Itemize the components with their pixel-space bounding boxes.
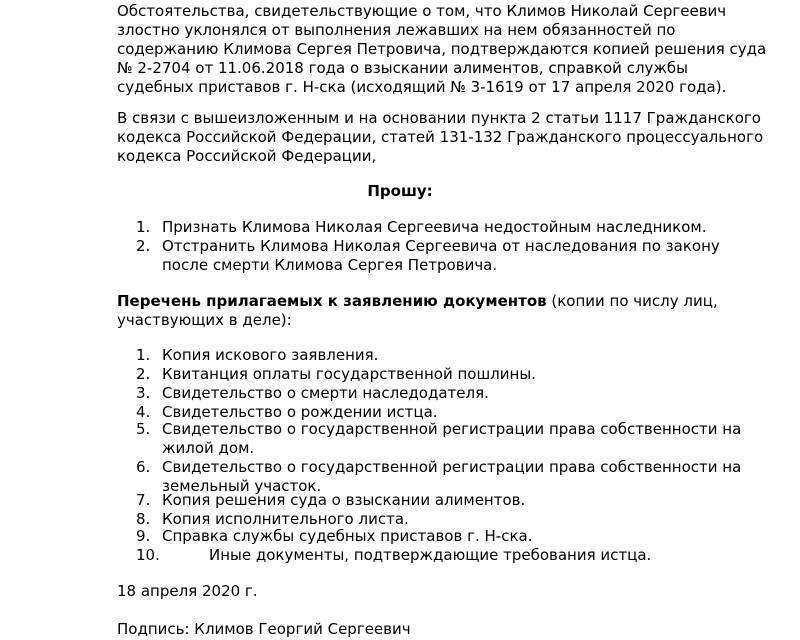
text-line: В связи с вышеизложенным и на основании пункта 2 статьи 1117 Гражданского (117, 109, 761, 127)
item-number: 4. (136, 403, 151, 421)
text-line: Иные документы, подтверждающие требования истца. (209, 546, 652, 564)
text-line: земельный участок. (162, 477, 322, 495)
item-number: 2. (136, 237, 151, 255)
text-line: № 2-2704 от 11.06.2018 года о взыскании алиментов, справкой службы (117, 59, 689, 77)
text-line: кодекса Российской Федерации, статей 131-132 Гражданского процессуального (117, 128, 764, 146)
item-text (162, 346, 378, 365)
signature-line: Подпись: Климов Георгий Сергеевич (117, 620, 411, 638)
text-line: злостно уклонялся от выполнения лежавших на нем обязанностей по (117, 21, 676, 39)
item-number: 5. (136, 420, 151, 438)
item-text (162, 365, 536, 384)
item-number: 6. (136, 458, 151, 476)
text-line: Отстранить Климова Николая Сергеевича от наследования по закону (162, 237, 720, 255)
document-date: 18 апреля 2020 г. (117, 582, 258, 600)
text-line: участвующих в деле): (117, 311, 292, 329)
request-heading: Прошу: (367, 182, 433, 200)
text-line: жилой дом. (162, 439, 255, 457)
text-line: содержанию Климова Сергея Петровича, подтверждаются копией решения суда (117, 40, 767, 58)
item-text (162, 491, 525, 510)
text-line: Квитанция оплаты государственной пошлины. (162, 365, 536, 383)
item-text (162, 218, 707, 237)
item-number: 3. (136, 384, 151, 402)
text-line: Свидетельство о рождении истца. (162, 403, 438, 421)
text-line: Свидетельство о смерти наследодателя. (162, 384, 489, 402)
text-line: кодекса Российской Федерации, (117, 147, 377, 165)
circumstances-paragraph (117, 2, 767, 97)
text-line: Копия исполнительного листа. (162, 510, 409, 528)
item-number: 8. (136, 510, 151, 528)
item-text (162, 237, 720, 275)
item-number: 1. (136, 218, 151, 236)
documents-intro (117, 292, 757, 330)
item-number: 1. (136, 346, 151, 364)
documents-intro-title: Перечень прилагаемых к заявлению документов (117, 292, 547, 310)
text-line: Копия искового заявления. (162, 346, 379, 364)
documents-intro-note: (копии по числу лиц, (546, 292, 718, 310)
text-line: после смерти Климова Сергея Петровича. (162, 256, 498, 274)
item-text (162, 384, 489, 403)
item-number: 7. (136, 491, 151, 509)
item-number: 9. (136, 527, 151, 545)
item-text (162, 420, 741, 458)
text-line: Справка службы судебных приставов г. Н-ска. (162, 527, 533, 545)
text-line: Обстоятельства, свидетельствующие о том, что Климов Николай Сергеевич (117, 2, 727, 20)
item-number: 10. (136, 546, 160, 564)
text-line: Свидетельство о государственной регистрации права собственности на (162, 458, 742, 476)
text-line: судебных приставов г. Н-ска (исходящий № 3-1619 от 17 апреля 2020 года). (117, 78, 727, 96)
text-line (117, 292, 757, 311)
text-line: Копия решения суда о взыскании алиментов. (162, 491, 526, 509)
item-text (209, 546, 651, 565)
text-line: Свидетельство о государственной регистрации права собственности на (162, 420, 742, 438)
item-text (162, 527, 532, 546)
legal-basis-paragraph (117, 109, 764, 166)
text-line: Признать Климова Николая Сергеевича недостойным наследником. (162, 218, 707, 236)
item-number: 2. (136, 365, 151, 383)
